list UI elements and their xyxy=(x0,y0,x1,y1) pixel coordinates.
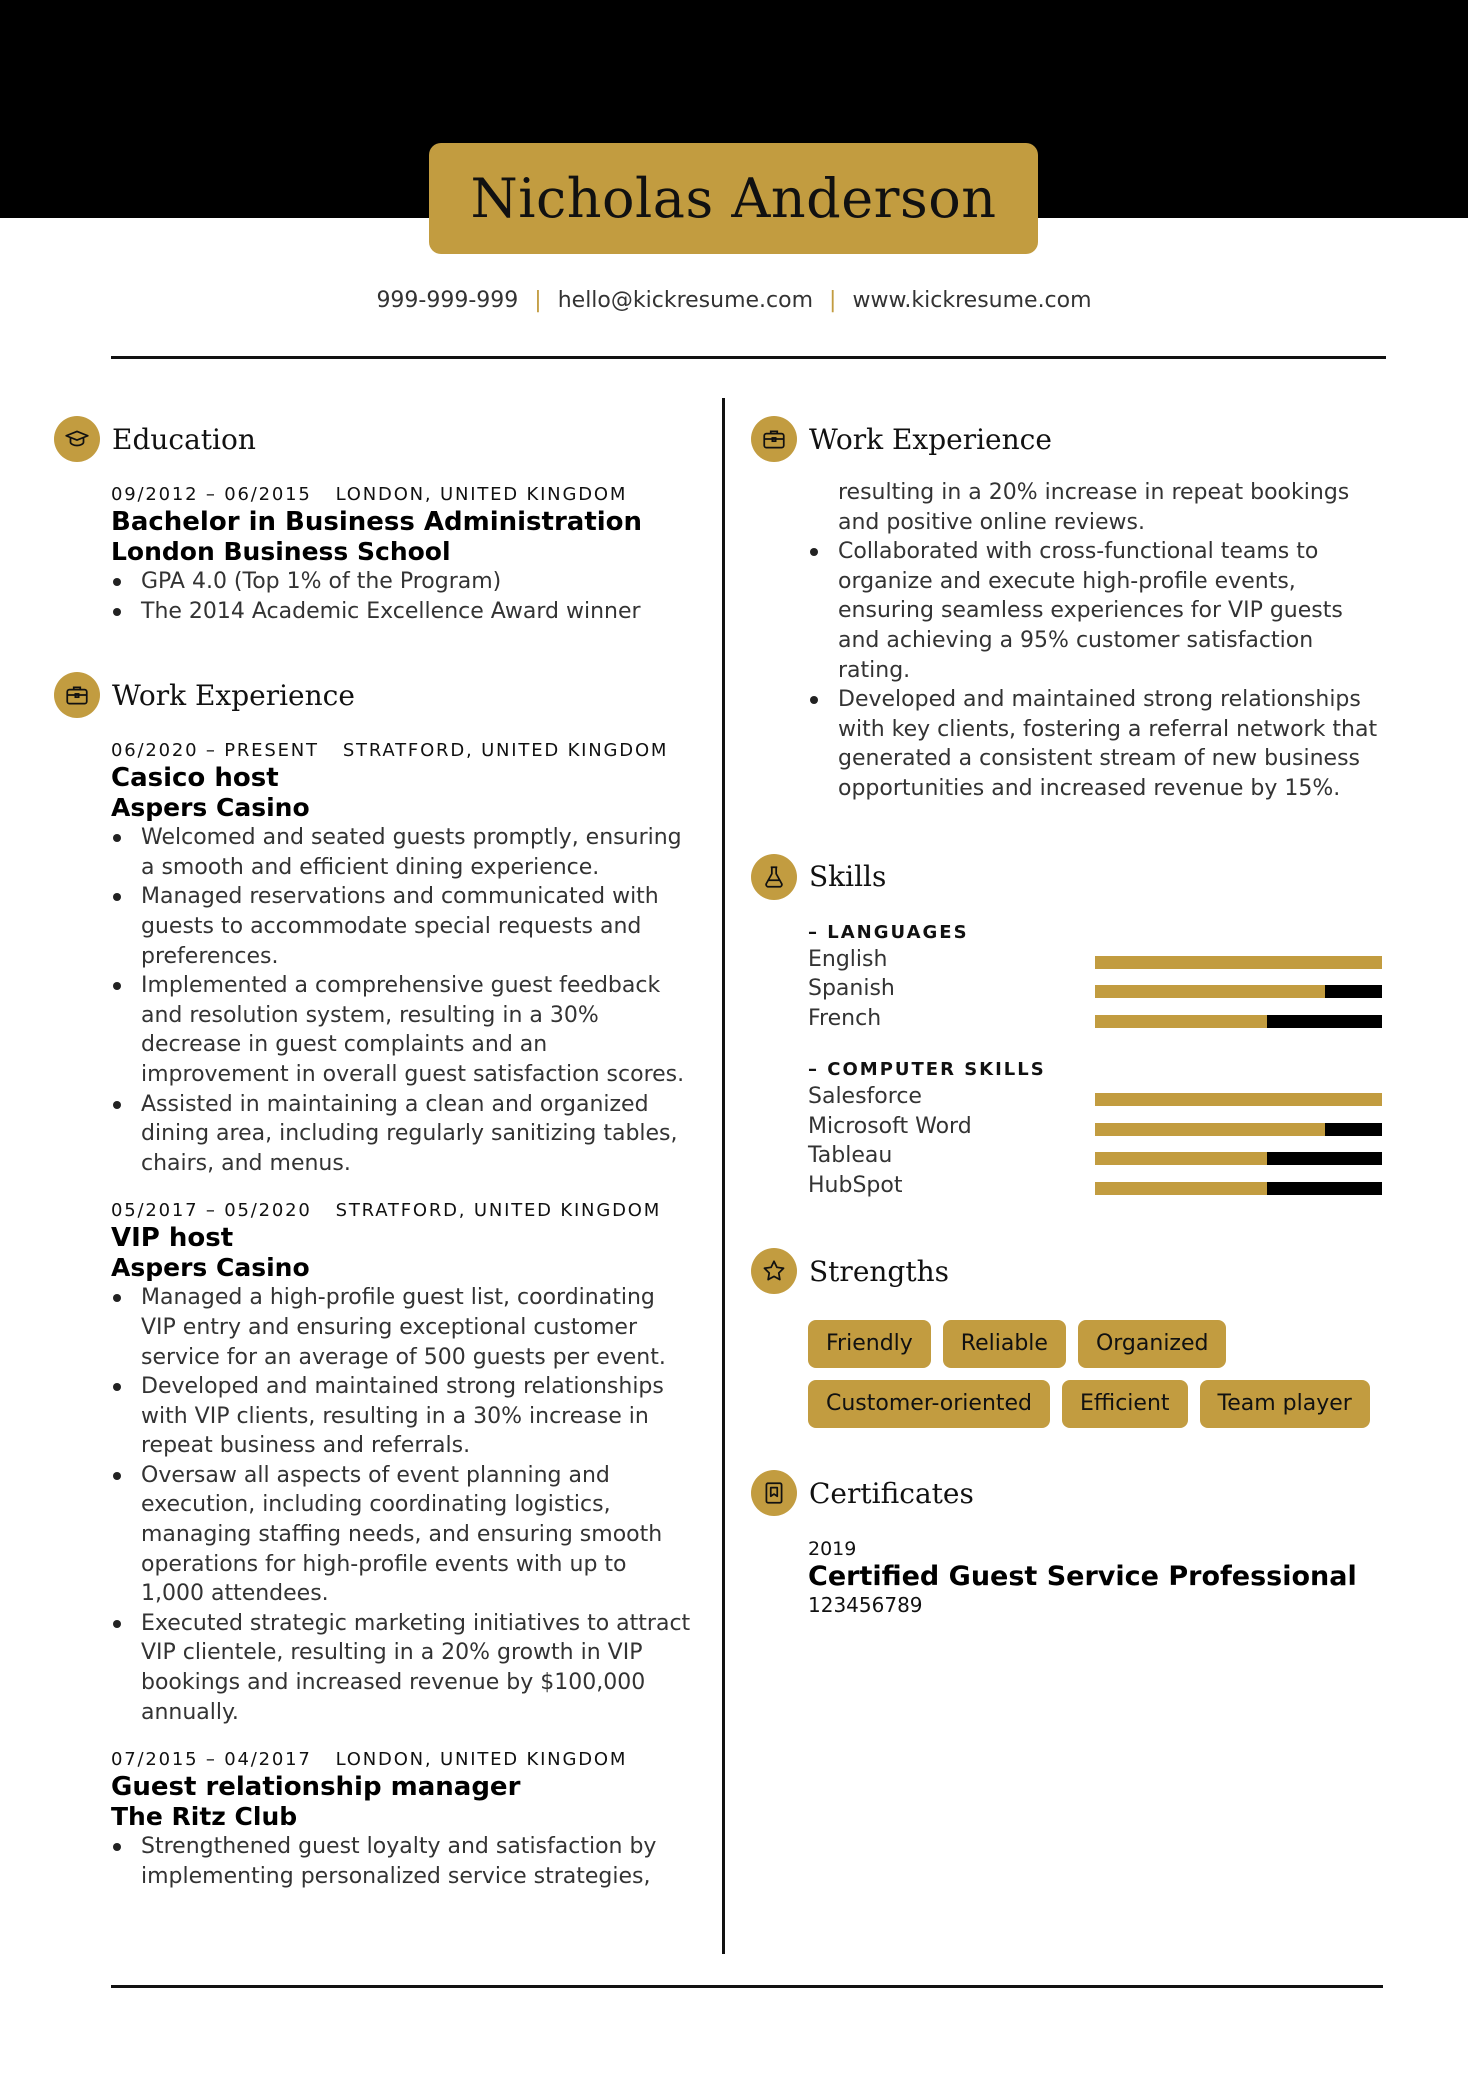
entry-location: LONDON, UNITED KINGDOM xyxy=(335,1749,628,1771)
section-title: Work Experience xyxy=(809,422,1052,456)
skill-group-title: – COMPUTER SKILLS xyxy=(808,1059,1046,1081)
work-heading xyxy=(54,670,694,720)
skill-name: Salesforce xyxy=(808,1084,922,1110)
website-link[interactable]: www.kickresume.com xyxy=(852,288,1092,313)
entry-location: STRATFORD, UNITED KINGDOM xyxy=(342,740,669,762)
skill-row xyxy=(808,1082,1388,1112)
certificates-heading xyxy=(751,1468,1391,1518)
entry-dates: 06/2020 – PRESENT xyxy=(111,740,319,762)
right-column xyxy=(751,414,1391,1617)
contact-line xyxy=(0,288,1468,313)
list-item: Implemented a comprehensive guest feedback and resolution system, resulting in a 30% decrease in guest complaints and an improvement in overall guest satisfaction scores. xyxy=(111,971,694,1089)
entry-meta xyxy=(111,1200,694,1221)
tag-row xyxy=(808,1380,1388,1428)
email-link[interactable]: hello@kickresume.com xyxy=(557,288,814,313)
skill-level-bar xyxy=(1095,1152,1382,1165)
list-item: resulting in a 20% increase in repeat bookings and positive online reviews. xyxy=(838,480,1350,535)
skill-level-bar xyxy=(1095,1015,1382,1028)
education-heading xyxy=(54,414,694,464)
company-name: Aspers Casino xyxy=(111,1253,310,1283)
list-item: Welcomed and seated guests promptly, ensuring a smooth and efficient dining experience. xyxy=(111,823,694,882)
skills-heading xyxy=(751,852,1391,902)
graduation-cap-icon xyxy=(54,416,100,462)
list-item: Strengthened guest loyalty and satisfaction by implementing personalized service strategies, xyxy=(111,1832,694,1891)
skill-level-fill xyxy=(1095,1123,1325,1136)
tag-row xyxy=(808,1320,1388,1368)
skill-level-fill xyxy=(1095,1152,1267,1165)
skill-group-computer xyxy=(808,1059,1391,1200)
strength-tag: Friendly xyxy=(808,1320,931,1368)
bullet-list xyxy=(111,567,694,626)
job-title: VIP host xyxy=(111,1223,234,1254)
flask-icon xyxy=(751,854,797,900)
bullet-list xyxy=(808,478,1391,804)
certificate-title: Certified Guest Service Professional xyxy=(808,1561,1357,1593)
degree-title: Bachelor in Business Administration xyxy=(111,507,643,537)
list-item: Assisted in maintaining a clean and organized dining area, including regularly sanitizing tables, chairs, and menus. xyxy=(111,1090,694,1179)
bullet-list xyxy=(111,823,694,1178)
company-name: Aspers Casino xyxy=(111,793,310,823)
list-item: Executed strategic marketing initiatives to attract VIP clientele, resulting in a 20% growth in VIP bookings and increased revenue by $100,000 annually. xyxy=(111,1609,694,1727)
certificate-entry xyxy=(808,1538,1391,1617)
work-entry xyxy=(111,1200,694,1727)
skill-name: Tableau xyxy=(808,1143,893,1169)
strength-tag: Organized xyxy=(1078,1320,1227,1368)
column-divider xyxy=(722,398,725,1954)
education-entry xyxy=(111,484,694,626)
work-heading-continued xyxy=(751,414,1391,464)
skill-level-fill xyxy=(1095,1182,1267,1195)
bottom-divider xyxy=(111,1985,1383,1988)
skill-group-title: – LANGUAGES xyxy=(808,921,969,943)
list-item: Managed a high-profile guest list, coordinating VIP entry and ensuring exceptional customer service for an average of 500 guests per event. xyxy=(111,1283,694,1372)
certificate-year: 2019 xyxy=(808,1538,857,1561)
skill-level-bar xyxy=(1095,1182,1382,1195)
skill-level-fill xyxy=(1095,1015,1267,1028)
skill-row xyxy=(808,1112,1388,1142)
skill-row xyxy=(808,1004,1388,1034)
strength-tag: Reliable xyxy=(943,1320,1066,1368)
bullet-list xyxy=(111,1832,694,1891)
job-title: Guest relationship manager xyxy=(111,1772,521,1803)
skill-row xyxy=(808,1141,1388,1171)
entry-meta xyxy=(111,484,694,505)
certificate-number: 123456789 xyxy=(808,1593,923,1618)
strength-tag: Customer-oriented xyxy=(808,1380,1050,1428)
strength-tag: Efficient xyxy=(1062,1380,1187,1428)
skill-level-fill xyxy=(1095,985,1325,998)
section-title: Skills xyxy=(809,860,887,894)
section-title: Work Experience xyxy=(112,678,355,712)
list-item: Developed and maintained strong relationships with key clients, fostering a referral network that generated a consistent stream of new business opportunities and increased revenue by 15%. xyxy=(808,685,1391,803)
skill-level-fill xyxy=(1095,956,1382,969)
briefcase-icon xyxy=(54,672,100,718)
skill-name: Spanish xyxy=(808,976,895,1002)
separator: | xyxy=(829,288,837,313)
phone: 999-999-999 xyxy=(376,288,519,313)
briefcase-icon xyxy=(751,416,797,462)
work-entry xyxy=(111,740,694,1178)
skill-level-bar xyxy=(1095,1093,1382,1106)
person-name: Nicholas Anderson xyxy=(470,167,997,230)
skill-group-languages xyxy=(808,922,1391,1034)
entry-meta xyxy=(111,1749,694,1770)
entry-location: LONDON, UNITED KINGDOM xyxy=(335,484,628,505)
job-title: Casico host xyxy=(111,763,279,794)
separator: | xyxy=(534,288,542,313)
school-name: London Business School xyxy=(111,537,451,566)
skill-row xyxy=(808,945,1388,975)
entry-dates: 05/2017 – 05/2020 xyxy=(111,1200,312,1222)
company-name: The Ritz Club xyxy=(111,1802,298,1832)
list-item: Collaborated with cross-functional teams to organize and execute high-profile events, ensuring seamless experiences for VIP guests and achieving a 95% customer satisfaction rating. xyxy=(808,537,1391,685)
strengths-heading xyxy=(751,1246,1391,1296)
list-item: Oversaw all aspects of event planning and execution, including coordinating logistics, managing staffing needs, and ensuring smooth operations for high-profile events with up to 1,000 attendees. xyxy=(111,1461,694,1609)
entry-meta xyxy=(111,740,694,761)
bullet-list xyxy=(111,1283,694,1727)
entry-dates: 07/2015 – 04/2017 xyxy=(111,1749,312,1771)
skill-name: Microsoft Word xyxy=(808,1113,972,1139)
skill-row xyxy=(808,974,1388,1004)
skill-name: English xyxy=(808,946,888,972)
star-icon xyxy=(751,1248,797,1294)
section-title: Certificates xyxy=(809,1476,974,1510)
strength-tag: Team player xyxy=(1200,1380,1370,1428)
list-item: Managed reservations and communicated with guests to accommodate special requests and preferences. xyxy=(111,882,694,971)
skill-row xyxy=(808,1171,1388,1201)
entry-location: STRATFORD, UNITED KINGDOM xyxy=(335,1200,662,1222)
bookmark-icon xyxy=(751,1470,797,1516)
skill-level-bar xyxy=(1095,985,1382,998)
left-column xyxy=(54,414,694,1891)
work-entry-continued xyxy=(808,478,1391,804)
list-item: Developed and maintained strong relationships with VIP clients, resulting in a 30% increase in repeat business and referrals. xyxy=(111,1372,694,1461)
section-title: Strengths xyxy=(809,1254,949,1288)
list-item: The 2014 Academic Excellence Award winner xyxy=(111,597,694,627)
skill-name: French xyxy=(808,1005,882,1031)
name-banner xyxy=(429,143,1038,254)
strength-tags xyxy=(808,1320,1388,1428)
section-title: Education xyxy=(112,422,256,456)
entry-dates: 09/2012 – 06/2015 xyxy=(111,484,312,505)
list-item: GPA 4.0 (Top 1% of the Program) xyxy=(111,567,694,597)
work-entry xyxy=(111,1749,694,1891)
skill-level-bar xyxy=(1095,956,1382,969)
skill-level-fill xyxy=(1095,1093,1382,1106)
top-divider xyxy=(111,356,1386,359)
skill-name: HubSpot xyxy=(808,1172,903,1198)
skill-level-bar xyxy=(1095,1123,1382,1136)
